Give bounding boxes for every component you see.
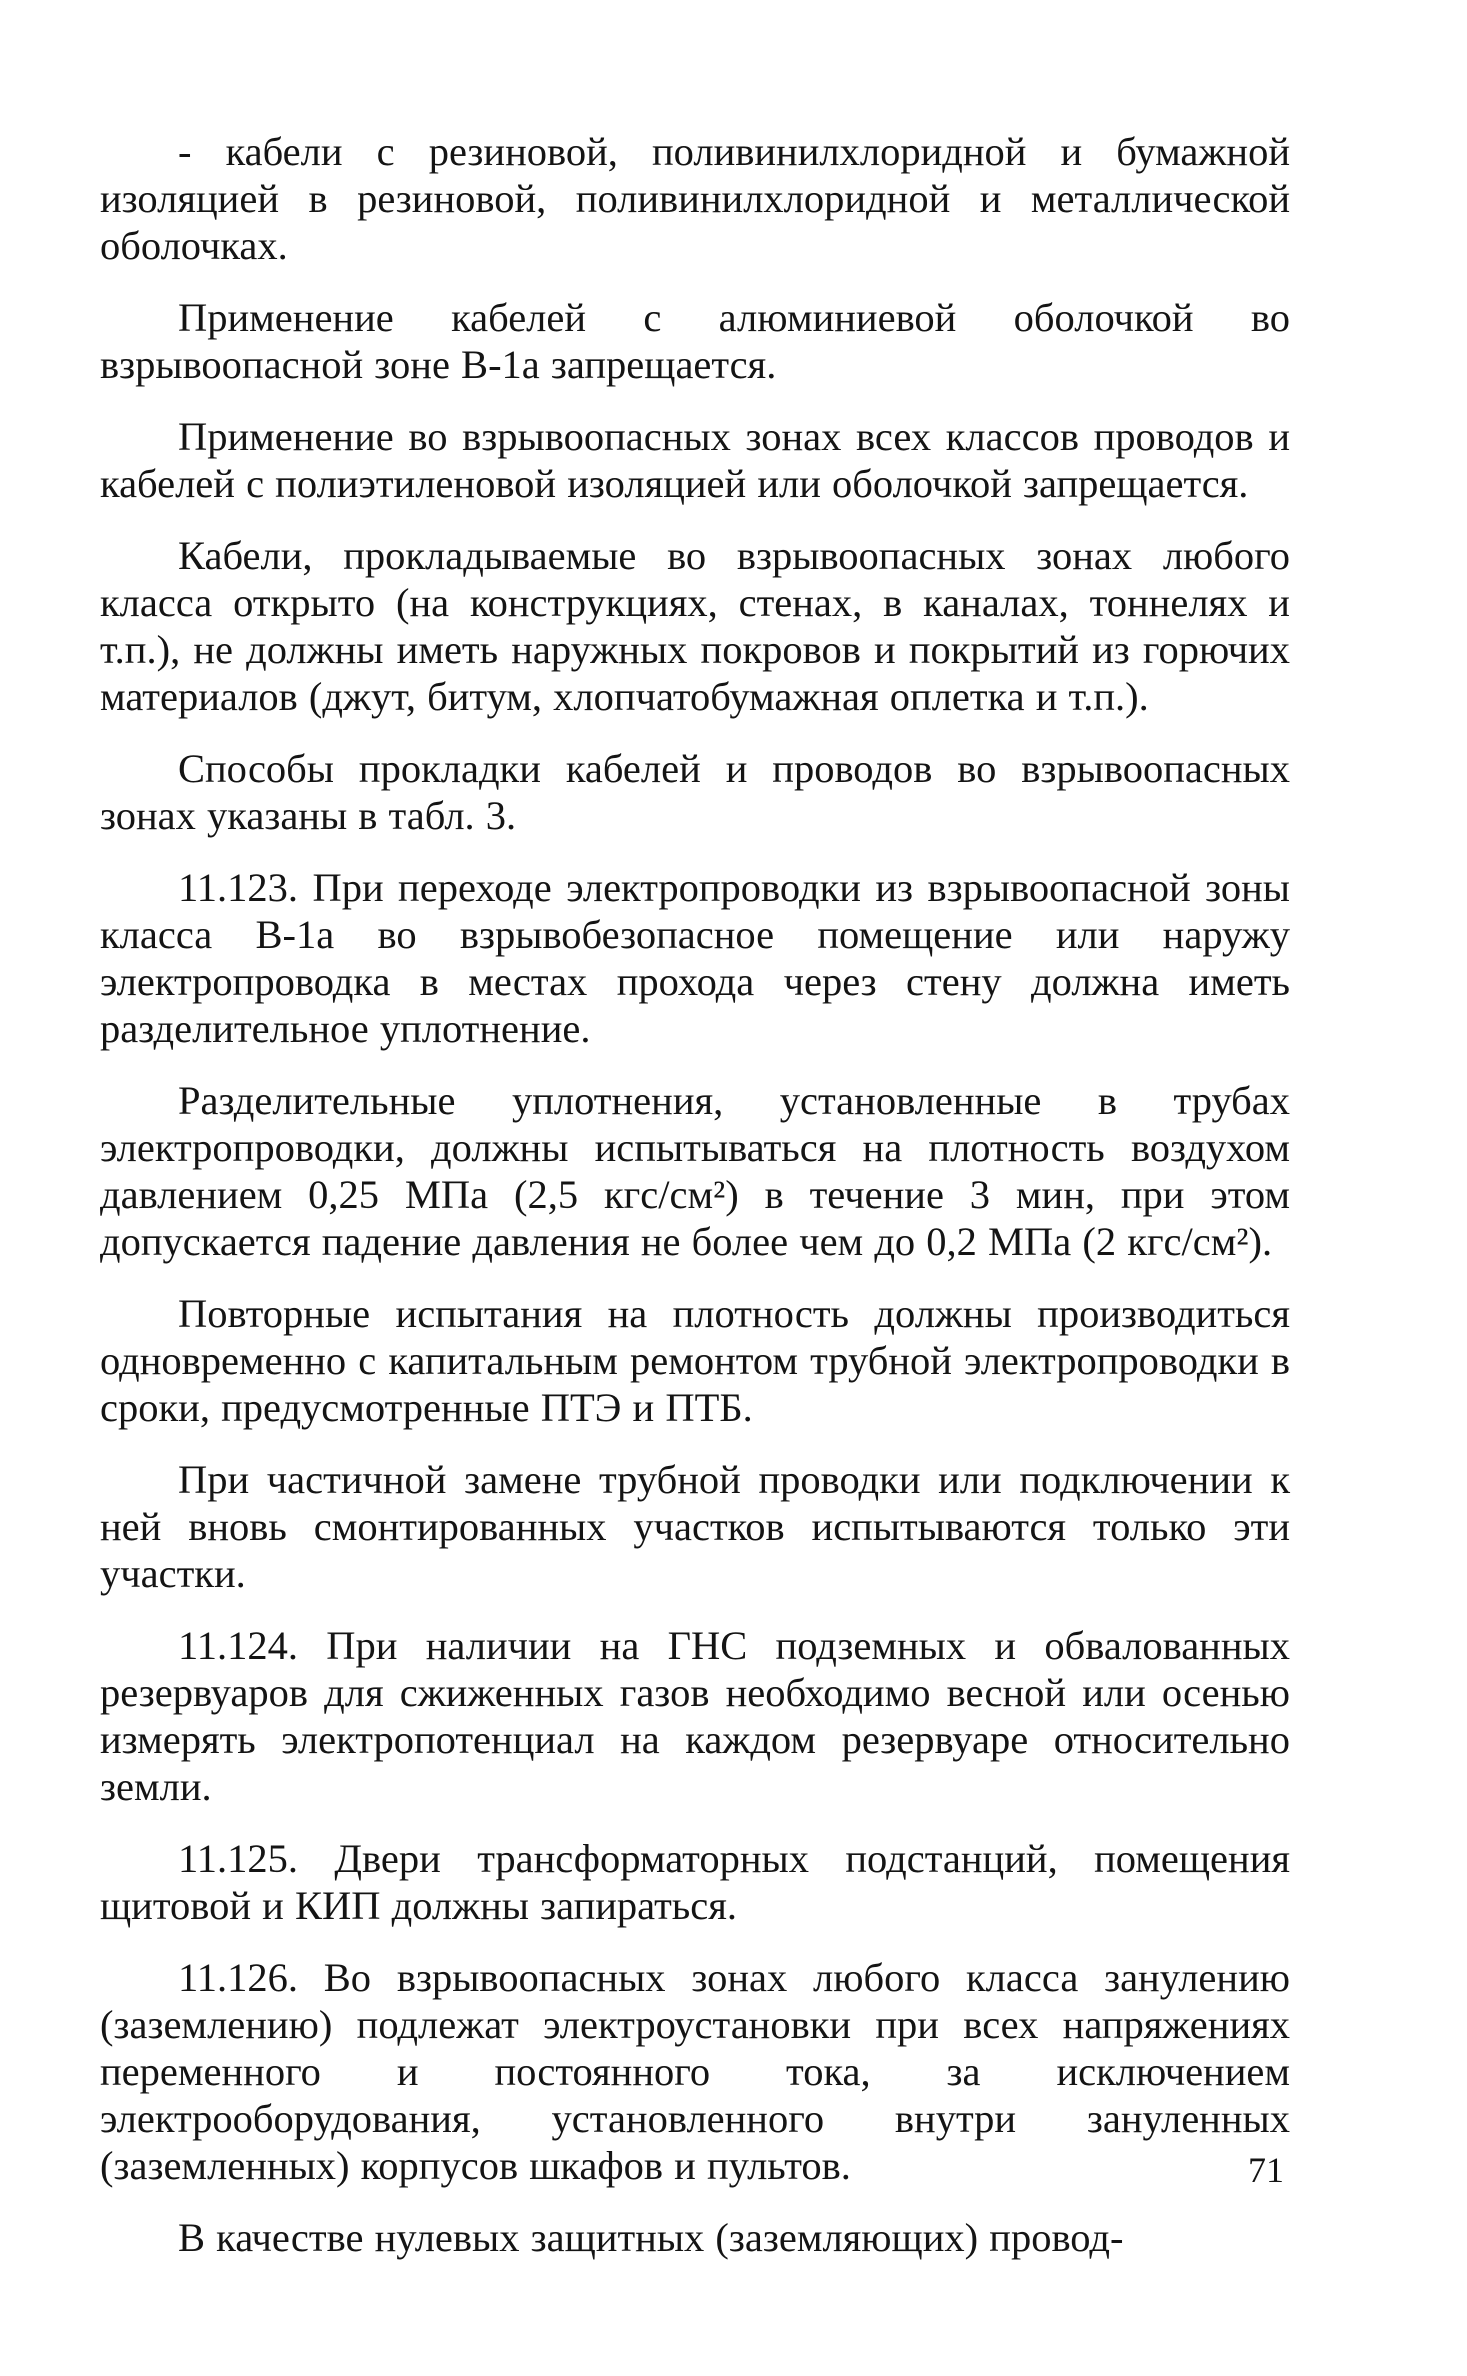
paragraph-aluminium-sheath: Применение кабелей с алюминиевой оболочкой во взрывоопасной зоне В-1а запрещается. — [100, 295, 1290, 387]
paragraph-11-124: 11.124. При наличии на ГНС подземных и обвалованных резервуаров для сжиженных газов необходимо весной или осенью измерять электропотенциал на каждом резервуаре относительно земли. — [100, 1623, 1290, 1809]
page-body — [100, 128, 1290, 2286]
paragraph-partial-replacement: При частичной замене трубной проводки или подключении к ней вновь смонтированных участков испытываются только эти участки. — [100, 1457, 1290, 1596]
paragraph-neutral-conductors: В качестве нулевых защитных (заземляющих) провод- — [178, 2215, 1124, 2260]
paragraph-laying-methods: Способы прокладки кабелей и проводов во взрывоопасных зонах указаны в табл. 3. — [100, 746, 1290, 838]
paragraph-11-123: 11.123. При переходе электропроводки из взрывоопасной зоны класса В-1а во взрывобезопасное помещение или наружу электропроводка в местах прохода через стену должна иметь разделительное уплотнение. — [100, 865, 1290, 1051]
paragraph-cable-types: - кабели с резиновой, поливинилхлоридной и бумажной изоляцией в резиновой, поливинилхлоридной и металлической оболочках. — [100, 129, 1290, 268]
paragraph-11-126: 11.126. Во взрывоопасных зонах любого класса занулению (заземлению) подлежат электроустановки при всех напряжениях переменного и постоянного тока, за исключением электрооборудования, установленного внутри зануленных (заземленных) корпусов шкафов и пультов. — [100, 1955, 1290, 2188]
paragraph-11-125: 11.125. Двери трансформаторных подстанций, помещения щитовой и КИП должны запираться. — [100, 1836, 1290, 1928]
paragraph-seal-testing: Разделительные уплотнения, установленные в трубах электропроводки, должны испытываться на плотность воздухом давлением 0,25 МПа (2,5 кгс/см²) в течение 3 мин, при этом допускается падение давления не более чем до 0,2 МПа (2 кгс/см²). — [100, 1078, 1290, 1264]
paragraph-open-laying: Кабели, прокладываемые во взрывоопасных зонах любого класса открыто (на конструкциях, стенах, в каналах, тоннелях и т.п.), не должны иметь наружных покровов и покрытий из горючих материалов (джут, битум, хлопчатобумажная оплетка и т.п.). — [100, 533, 1290, 719]
paragraph-polyethylene-ban: Применение во взрывоопасных зонах всех классов проводов и кабелей с полиэтиленовой изоляцией или оболочкой запрещается. — [100, 414, 1290, 506]
paragraph-repeat-tests: Повторные испытания на плотность должны производиться одновременно с капитальным ремонтом трубной электропроводки в сроки, предусмотренные ПТЭ и ПТБ. — [100, 1291, 1290, 1430]
page-number: 71 — [1248, 2150, 1284, 2190]
